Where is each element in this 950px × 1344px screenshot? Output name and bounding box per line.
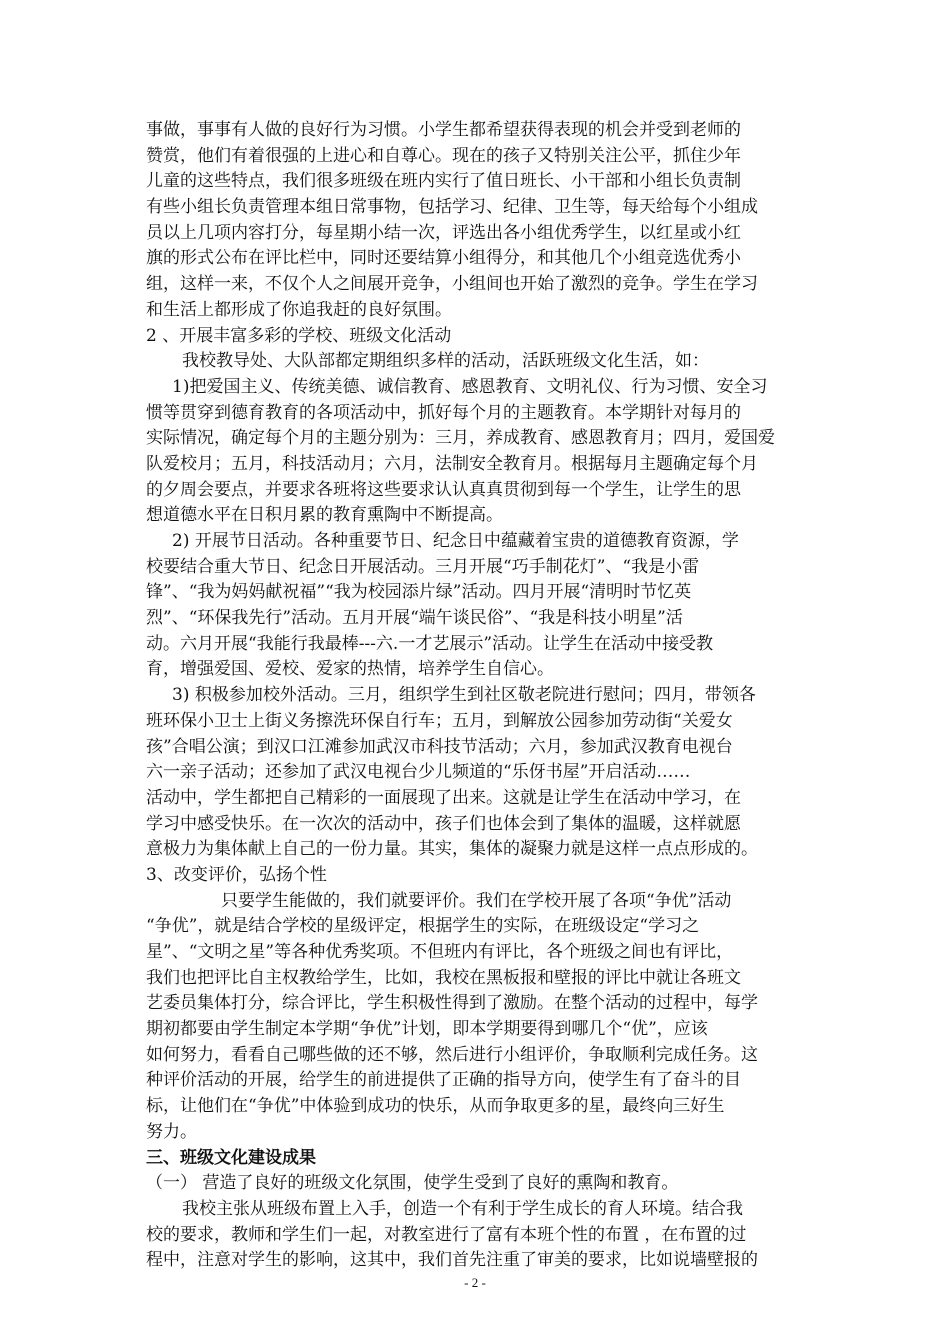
body-text-line: 3) 积极参加校外活动。三月，组织学生到社区敬老院进行慰问；四月，带领各 [172, 685, 756, 706]
body-text-line: 实际情况，确定每个月的主题分别为：三月，养成教育、感恩教育月；四月，爱国爱 [146, 428, 775, 449]
subsection-heading: 3、改变评价，弘扬个性 [146, 864, 327, 885]
body-text-line: 的夕周会要点，并要求各班将这些要求认认真真贯彻到每一个学生，让学生的思 [146, 479, 741, 500]
body-text-line: 锋”、“我为妈妈献祝福”“我为校园添片绿”活动。四月开展“清明时节忆英 [146, 582, 692, 603]
body-text-line: 六一亲子活动；还参加了武汉电视台少儿频道的“乐伢书屋”开启活动…… [146, 762, 691, 783]
body-text-line: 期初都要由学生制定本学期“争优”计划，即本学期要得到哪几个“优”，应该 [146, 1019, 708, 1040]
body-text-line: 动。六月开展“我能行我最棒---六.一才艺展示”活动。让学生在活动中接受教 [146, 633, 714, 654]
body-text-line: 班环保小卫士上街义务擦洗环保自行车；五月，到解放公园参加劳动街“关爱女 [146, 710, 733, 731]
body-text-line: 我校主张从班级布置上入手，创造一个有利于学生成长的育人环境。结合我 [182, 1198, 743, 1219]
body-text-line: 程中，注意对学生的影响，这其中，我们首先注重了审美的要求，比如说墙壁报的 [146, 1250, 758, 1271]
body-text-line: 意极力为集体献上自己的一份力量。其实，集体的凝聚力就是这样一点点形成的。 [146, 839, 758, 860]
body-text-line: 烈”、“环保我先行”活动。五月开展“端午谈民俗”、“我是科技小明星”活 [146, 608, 683, 629]
body-text-line: 孩”合唱公演；到汉口江滩参加武汉市科技节活动；六月，参加武汉教育电视台 [146, 736, 733, 757]
subsection-heading: （一） 营造了良好的班级文化氛围，使学生受到了良好的熏陶和教育。 [146, 1173, 679, 1194]
body-text-line: 1)把爱国主义、传统美德、诚信教育、感恩教育、文明礼仪、行为习惯、安全习 [172, 376, 768, 397]
body-text-line: 努力。 [146, 1121, 197, 1142]
body-text-line: 和生活上都形成了你追我赶的良好氛围。 [146, 299, 452, 320]
body-text-line: 种评价活动的开展，给学生的前进提供了正确的指导方向，使学生有了奋斗的目 [146, 1070, 741, 1091]
body-text-line: 星”、“文明之星”等各种优秀奖项。不但班内有评比，各个班级之间也有评比， [146, 942, 734, 962]
body-text-line: 育，增强爱国、爱校、爱家的热情，培养学生自信心。 [146, 659, 554, 680]
body-text-line: 学习中感受快乐。在一次次的活动中，孩子们也体会到了集体的温暖，这样就愿 [146, 813, 741, 834]
body-text-line: 事做，事事有人做的良好行为习惯。小学生都希望获得表现的机会并受到老师的 [146, 120, 741, 140]
body-text-line: 旗的形式公布在评比栏中，同时还要结算小组得分，和其他几个小组竞选优秀小 [146, 248, 741, 269]
body-text-line: 我校教导处、大队部都定期组织多样的活动，活跃班级文化生活，如： [182, 351, 709, 372]
subsection-heading: 2 、开展丰富多彩的学校、班级文化活动 [146, 325, 452, 346]
body-text-line: 我们也把评比自主权教给学生，比如，我校在黑板报和壁报的评比中就让各班文 [146, 967, 741, 988]
body-text-line: 活动中，学生都把自己精彩的一面展现了出来。这就是让学生在活动中学习，在 [146, 787, 741, 808]
body-text-line: 校要结合重大节日、纪念日开展活动。三月开展“巧手制花灯”、“我是小雷 [146, 556, 700, 577]
body-text-line: 儿童的这些特点，我们很多班级在班内实行了值日班长、小干部和小组长负责制 [146, 171, 741, 192]
body-text-line: 想道德水平在日积月累的教育熏陶中不断提高。 [146, 505, 503, 526]
page-number: - 2 - [464, 1275, 486, 1290]
document-body [146, 118, 812, 1274]
body-text-line: 有些小组长负责管理本组日常事物，包括学习、纪律、卫生等，每天给每个小组成 [146, 197, 758, 218]
body-text-line: 2) 开展节日活动。各种重要节日、纪念日中蕴藏着宝贵的道德教育资源，学 [172, 531, 739, 551]
body-text-line: 标，让他们在“争优”中体验到成功的快乐，从而争取更多的星，最终向三好生 [146, 1096, 725, 1117]
body-text-line: 赞赏，他们有着很强的上进心和自尊心。现在的孩子又特别关注公平，抓住少年 [146, 145, 741, 166]
body-text-line: 校的要求，教师和学生们一起，对教室进行了富有本班个性的布置 ，在布置的过 [146, 1224, 747, 1245]
section-heading: 三、班级文化建设成果 [146, 1147, 316, 1168]
body-text-line: 只要学生能做的，我们就要评价。我们在学校开展了各项“争优”活动 [221, 890, 732, 911]
body-text-line: “争优”，就是结合学校的星级评定，根据学生的实际，在班级设定“学习之 [146, 916, 700, 937]
body-text-line: 艺委员集体打分，综合评比，学生积极性得到了激励。在整个活动的过程中，每学 [146, 993, 758, 1014]
body-text-line: 组，这样一来，不仅个人之间展开竞争，小组间也开始了激烈的竞争。学生在学习 [146, 274, 758, 295]
body-text-line: 员以上几项内容打分，每星期小结一次，评选出各小组优秀学生，以红星或小红 [146, 222, 741, 243]
body-text-line: 队爱校月；五月，科技活动月；六月，法制安全教育月。根据每月主题确定每个月 [146, 453, 758, 474]
body-text-line: 如何努力，看看自己哪些做的还不够，然后进行小组评价，争取顺利完成任务。这 [146, 1044, 758, 1065]
body-text-line: 惯等贯穿到德育教育的各项活动中，抓好每个月的主题教育。本学期针对每月的 [146, 402, 741, 423]
